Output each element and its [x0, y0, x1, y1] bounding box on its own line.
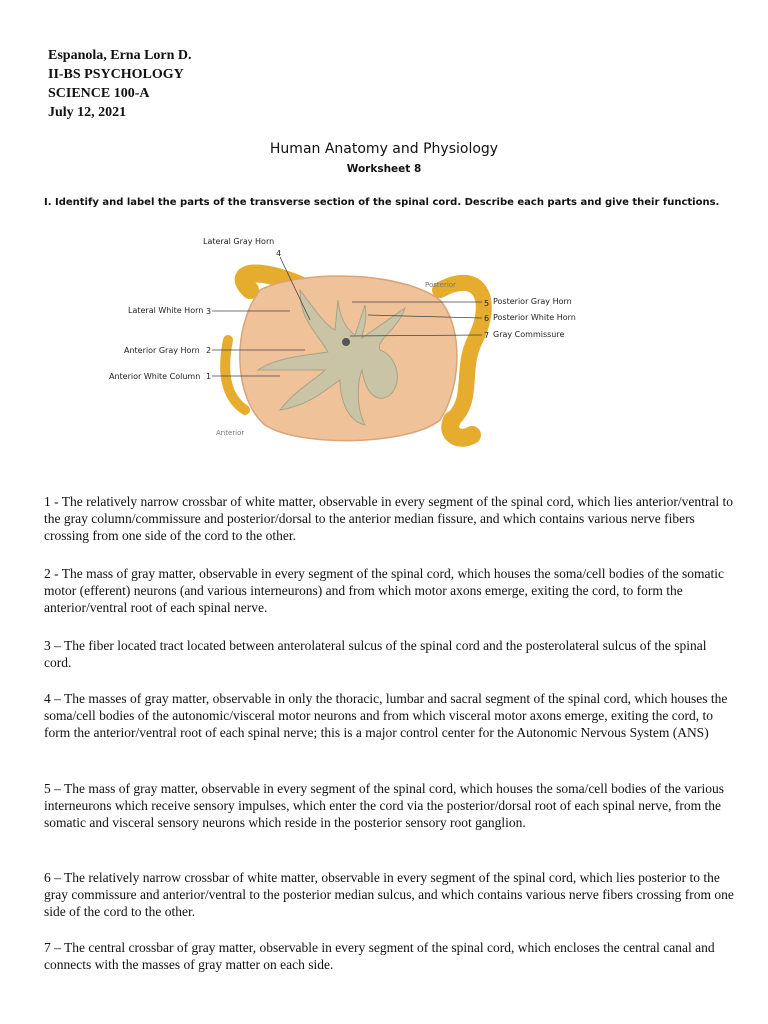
central-canal [342, 338, 350, 346]
label-num-1: 1 [206, 372, 212, 381]
submission-date: July 12, 2021 [48, 105, 127, 120]
instruction-text: I. Identify and label the parts of the transverse section of the spinal cord. Describe each parts and give their functions. [44, 197, 720, 208]
label-anterior-white-column: Anterior White Column [109, 372, 201, 381]
label-num-7: 7 [484, 331, 490, 340]
label-num-2: 2 [206, 346, 212, 355]
description-4: 4 – The masses of gray matter, observable in only the thoracic, lumbar and sacral segment of the spinal cord, which houses the soma/cell bodies of the autonomic/visceral motor neurons and from which visceral motor axons emerge, exiting the cord, to form the anterior/ventral root of each spinal nerve; this is a major control center for the Autonomic Nervous System (ANS) [44, 691, 728, 740]
description-6: 6 – The relatively narrow crossbar of white matter, observable in every segment of the spinal cord, which lies posterior to the gray commissure and anterior/ventral to the posterior median sulcus, and which contains various nerve fibers crossing from one side of the cord to the other. [44, 870, 734, 919]
page-title: Human Anatomy and Physiology [269, 141, 499, 157]
label-posterior-white-horn: Posterior White Horn [493, 313, 576, 322]
label-lateral-gray-horn: Lateral Gray Horn [203, 237, 275, 246]
label-anterior-gray-horn: Anterior Gray Horn [124, 346, 200, 355]
label-posterior: Posterior [425, 281, 456, 289]
label-num-3: 3 [206, 307, 212, 316]
description-7: 7 – The central crossbar of gray matter, observable in every segment of the spinal cord, which encloses the central canal and connects with the masses of gray matter on each side. [44, 940, 715, 972]
label-gray-commissure: Gray Commissure [493, 330, 565, 339]
spinal-cord-diagram [100, 230, 640, 465]
label-num-5: 5 [484, 299, 490, 308]
description-3: 3 – The fiber located tract located between anterolateral sulcus of the spinal cord and the posterolateral sulcus of the spinal cord. [44, 638, 707, 670]
label-num-4: 4 [276, 249, 282, 258]
description-1: 1 - The relatively narrow crossbar of white matter, observable in every segment of the spinal cord, which lies anterior/ventral to the gray column/commissure and posterior/dorsal to the anterior median fissure, and which contains various nerve fibers crossing from one side of the cord to the other. [44, 494, 733, 543]
label-lateral-white-horn: Lateral White Horn [128, 306, 204, 315]
student-name: Espanola, Erna Lorn D. [48, 48, 192, 63]
description-5: 5 – The mass of gray matter, observable in every segment of the spinal cord, which houses the soma/cell bodies of the various interneurons which receive sensory impulses, which enter the cord via the posterior/dorsal root of each spinal nerve, from the somatic and visceral sensory neurons which reside in the posterior sensory root ganglion. [44, 781, 725, 830]
label-anterior: Anterior [216, 429, 245, 437]
student-subject: SCIENCE 100-A [48, 86, 150, 101]
student-course: II-BS PSYCHOLOGY [48, 67, 184, 82]
worksheet-number: Worksheet 8 [346, 163, 422, 175]
label-posterior-gray-horn: Posterior Gray Horn [493, 297, 572, 306]
description-2: 2 - The mass of gray matter, observable in every segment of the spinal cord, which houses the soma/cell bodies of the somatic motor (efferent) neurons (and various interneurons) and from which motor axons emerge, exiting the cord, to form the anterior/ventral root of each spinal nerve. [44, 566, 725, 615]
label-num-6: 6 [484, 314, 490, 323]
student-header [48, 46, 192, 122]
